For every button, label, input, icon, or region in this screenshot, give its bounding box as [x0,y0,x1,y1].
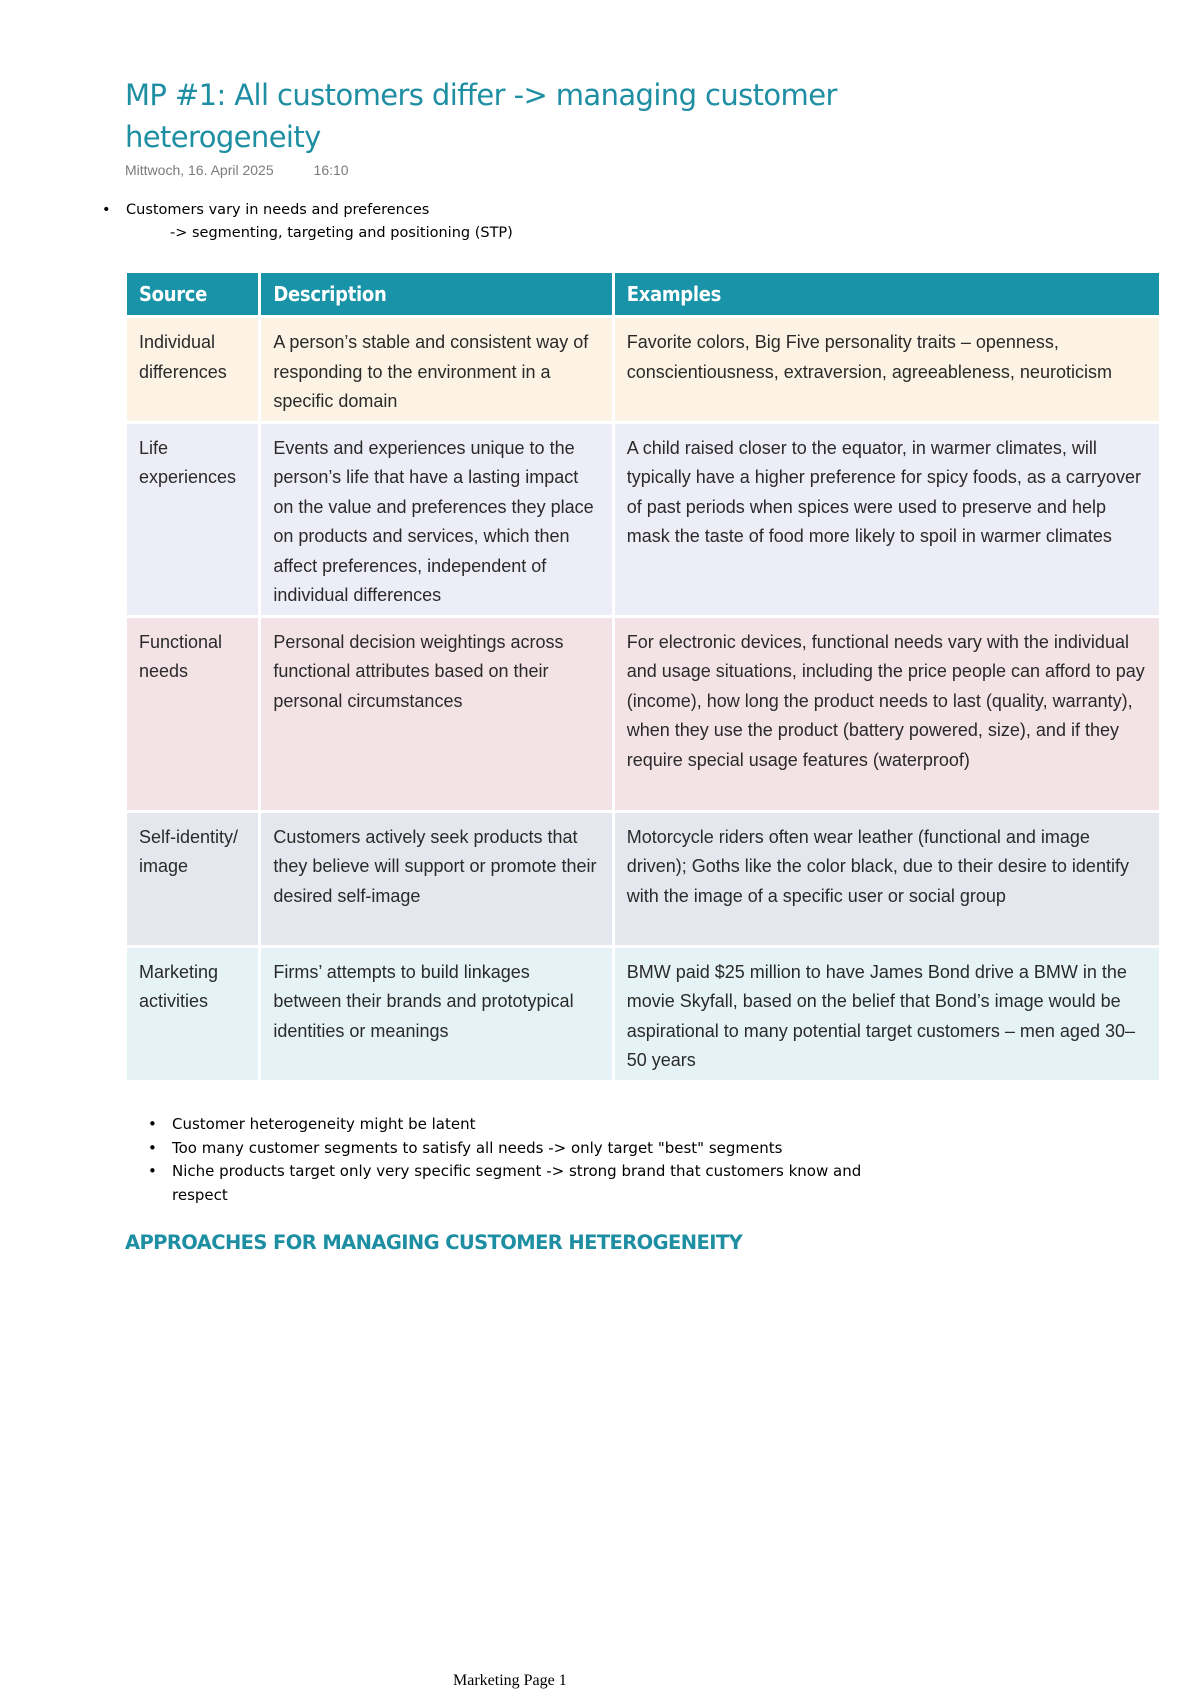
cell-source: Individual differences [127,318,258,421]
intro-bullet: • Customers vary in needs and preferences [102,199,513,222]
page-meta [125,162,349,178]
cell-description: Customers actively seek products that they believe will support or promote their desired self-image [261,813,611,945]
header-source: Source [127,273,258,315]
header-description: Description [261,273,611,315]
cell-source: Functional needs [127,618,258,810]
cell-description: Events and experiences unique to the person’s life that have a lasting impact on the value and preferences they place on products and services, which then affect preferences, independent of individual differences [261,424,611,615]
table-header-row [127,273,1159,315]
cell-examples: Favorite colors, Big Five personality traits – openness, conscientiousness, extraversion, agreeableness, neuroticism [615,318,1159,421]
cell-description: A person’s stable and consistent way of responding to the environment in a specific domain [261,318,611,421]
cell-source: Self-identity/ image [127,813,258,945]
page-title: MP #1: All customers differ -> managing customer heterogeneity [125,78,837,154]
page-footer: Marketing Page 1 [453,1672,567,1689]
page-date: Mittwoch, 16. April 2025 [125,162,274,178]
notes-list [148,1113,908,1207]
table-row [127,813,1159,945]
list-item: • Customer heterogeneity might be latent [148,1113,908,1137]
table-row [127,948,1159,1080]
cell-source: Marketing activities [127,948,258,1080]
table-row [127,618,1159,810]
page-time: 16:10 [313,162,349,178]
table-row [127,318,1159,421]
cell-source: Life experiences [127,424,258,615]
cell-examples: For electronic devices, functional needs vary with the individual and usage situations, including the price people can afford to pay (income), how long the product needs to last (quality, warranty), when they use the product (battery powered, size), and if they require special usage features (waterproof) [615,618,1159,810]
cell-examples: Motorcycle riders often wear leather (functional and image driven); Goths like the color black, due to their desire to identify with the image of a specific user or social group [615,813,1159,945]
cell-examples: A child raised closer to the equator, in warmer climates, will typically have a higher preference for spicy foods, as a carryover of past periods when spices were used to preserve and help mask the taste of food more likely to spoil in warmer climates [615,424,1159,615]
cell-description: Firms’ attempts to build linkages between their brands and prototypical identities or meanings [261,948,611,1080]
table-row [127,424,1159,615]
section-heading: APPROACHES FOR MANAGING CUSTOMER HETEROGENEITY [125,1231,743,1254]
intro-sub-line: -> segmenting, targeting and positioning (STP) [170,225,513,241]
list-item: • Niche products target only very specific segment -> strong brand that customers know and respect [148,1160,908,1207]
list-item: • Too many customer segments to satisfy all needs -> only target "best" segments [148,1137,908,1161]
intro-list [102,199,513,245]
cell-description: Personal decision weightings across functional attributes based on their personal circumstances [261,618,611,810]
header-examples: Examples [615,273,1159,315]
heterogeneity-sources-table [124,270,1162,1083]
cell-examples: BMW paid $25 million to have James Bond drive a BMW in the movie Skyfall, based on the belief that Bond’s image would be aspirational to many potential target customers – men aged 30–50 years [615,948,1159,1080]
